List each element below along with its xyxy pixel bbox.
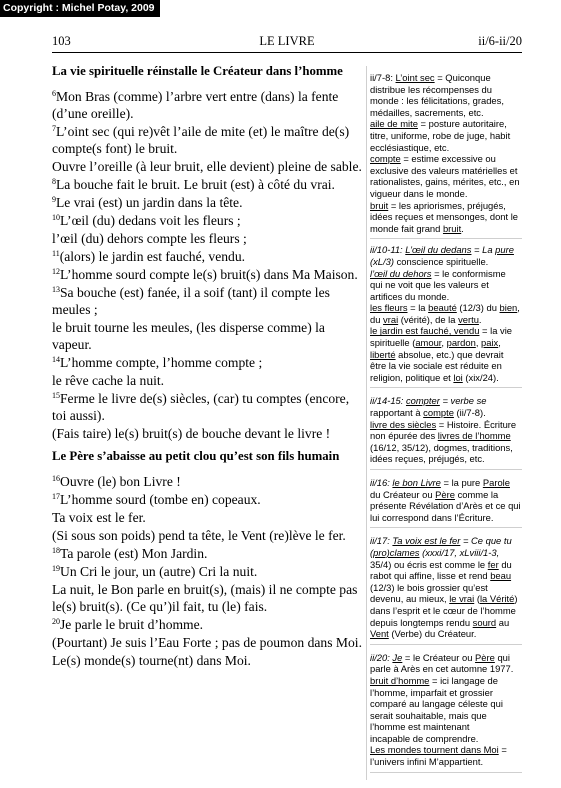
note-text: = Quiconque bbox=[434, 72, 491, 83]
note-text: lui correspond dans l’Écriture. bbox=[370, 511, 494, 523]
note-term: aile de mite bbox=[370, 118, 418, 130]
note-term: le bon Livre bbox=[392, 477, 441, 488]
note-text: ii/7-8: bbox=[370, 72, 396, 83]
note-term: la Vérité bbox=[479, 593, 515, 605]
section-heading-2: Le Père s’abaisse au petit clou qu’est son fils humain bbox=[52, 449, 340, 463]
note-text: serait souhaitable, mais que bbox=[370, 709, 487, 721]
note-term: liberté bbox=[370, 348, 396, 360]
verse-number: 6 bbox=[52, 89, 56, 98]
note-term: Les mondes tournent dans Moi bbox=[370, 744, 499, 756]
verse-text: L’homme sourd compte le(s) bruit(s) dans Ma Maison. bbox=[60, 267, 358, 282]
note-text: l’univers infini M’appartient. bbox=[370, 756, 484, 768]
note-term: pardon bbox=[446, 337, 476, 349]
note-text: comparé au langage céleste qui bbox=[370, 698, 503, 710]
note-line bbox=[370, 118, 522, 130]
note-text: = Ce que tu bbox=[460, 535, 512, 547]
page-number: 103 bbox=[52, 34, 71, 48]
verse-paragraph bbox=[52, 563, 362, 580]
note-text: ii/17: bbox=[370, 535, 393, 547]
verse-number: 8 bbox=[52, 177, 56, 186]
note-text: monde fait grand bbox=[370, 222, 443, 234]
note-text: ecclésiastique, etc. bbox=[370, 141, 450, 153]
verse-number: 12 bbox=[52, 267, 60, 276]
note-text: , bbox=[441, 337, 447, 349]
note-line bbox=[370, 107, 522, 119]
verse-text: le rêve cache la nuit. bbox=[52, 373, 165, 388]
verse-text: Ouvre l’oreille (à leur bruit, elle devient) pleine de sable. bbox=[52, 159, 362, 174]
note-text: (vérité), de la bbox=[398, 313, 459, 325]
note-line bbox=[370, 176, 522, 188]
note-line bbox=[370, 142, 522, 154]
note-line bbox=[370, 244, 522, 256]
note-text: qui bbox=[494, 651, 510, 663]
note-line bbox=[370, 268, 522, 280]
note-line bbox=[370, 256, 522, 268]
note-line bbox=[370, 291, 522, 303]
note-text: spirituelle ( bbox=[370, 337, 416, 349]
note-text: vigueur dans le monde. bbox=[370, 187, 468, 199]
note-line bbox=[370, 500, 522, 512]
note-text: comme la bbox=[454, 488, 499, 500]
note-line bbox=[370, 756, 522, 768]
note-text: artifices du monde. bbox=[370, 290, 450, 302]
note-text: = posture autoritaire, bbox=[417, 118, 507, 130]
note-text: = ici langage de bbox=[429, 674, 498, 686]
verse-text: Ta voix est le fer. bbox=[52, 510, 146, 525]
verse-range-reference: ii/6-ii/20 bbox=[478, 34, 522, 48]
verse-paragraph bbox=[52, 319, 362, 353]
note-text: = verbe se bbox=[439, 395, 487, 407]
verse-paragraph bbox=[52, 527, 362, 544]
note-term: fer bbox=[487, 558, 499, 570]
note-term: (pro)clames bbox=[370, 546, 420, 558]
note-text: . bbox=[478, 313, 482, 325]
note-line bbox=[370, 512, 522, 524]
note-term: beauté bbox=[428, 302, 457, 314]
note-line bbox=[370, 547, 522, 559]
note-text: qui ne voit que les valeurs et bbox=[370, 279, 489, 291]
note-term: Ta voix est le fer bbox=[392, 535, 461, 547]
note-text: ii/14-15: bbox=[370, 395, 406, 407]
main-text-column bbox=[52, 63, 362, 670]
note-text: présente Révélation d’Arès et ce qui bbox=[370, 500, 521, 512]
note-line bbox=[370, 337, 522, 349]
note-text: du Créateur ou bbox=[370, 488, 436, 500]
verse-paragraph bbox=[52, 581, 362, 615]
note-line bbox=[370, 372, 522, 384]
note-term: L’oint sec bbox=[395, 72, 435, 83]
verse-text: (Pourtant) Je suis l’Eau Forte ; pas de poumon dans Moi. bbox=[52, 635, 362, 650]
note-text: , bbox=[475, 337, 482, 349]
note-term: Je bbox=[392, 651, 403, 663]
note-term: compte bbox=[370, 153, 401, 165]
verse-text: Je parle le bruit d’homme. bbox=[60, 617, 204, 632]
verse-paragraph bbox=[52, 473, 362, 490]
note-text: , bbox=[517, 302, 520, 314]
verse-paragraph bbox=[52, 634, 362, 651]
note-line bbox=[370, 605, 522, 617]
note-line bbox=[370, 430, 522, 442]
verse-text: Sa bouche (est) fanée, il a soif (tant) il compte les meules ; bbox=[52, 285, 330, 317]
note-text: parle à Arès en cet automne 1977. bbox=[370, 663, 514, 675]
note-text: depuis longtemps rendu bbox=[370, 616, 473, 628]
verse-paragraph bbox=[52, 176, 362, 193]
note-text: devenu, au mieux, bbox=[370, 593, 450, 605]
note-text: médailles, sacrements, etc. bbox=[370, 106, 484, 118]
verse-paragraph bbox=[52, 616, 362, 633]
note-text: non épurée des bbox=[370, 430, 438, 442]
commentary-note bbox=[370, 535, 522, 644]
note-line bbox=[370, 489, 522, 501]
note-term: beau bbox=[490, 570, 512, 582]
verse-number: 18 bbox=[52, 546, 60, 555]
verse-text: Ouvre (le) bon Livre ! bbox=[60, 474, 181, 489]
note-text: être la vie sociale est réduite en bbox=[370, 360, 502, 372]
note-text: = la vie bbox=[479, 325, 513, 337]
verse-paragraph bbox=[52, 194, 362, 211]
note-text: dans l’esprit et le cœur de l’homme bbox=[370, 604, 516, 616]
running-header bbox=[52, 34, 522, 50]
verse-number: 16 bbox=[52, 474, 60, 483]
verse-text: Le vrai (est) un jardin dans la tête. bbox=[56, 195, 243, 210]
note-text: rationalistes, gains, mérites, etc., en bbox=[370, 176, 520, 188]
note-line bbox=[370, 314, 522, 326]
verse-text: L’oint sec (qui re)vêt l’aile de mite (et) le maître de(s) compte(s font) le bruit. bbox=[52, 124, 350, 156]
commentary-note bbox=[370, 652, 522, 773]
verse-text: (Fais taire) le(s) bruit(s) de bouche devant le livre ! bbox=[52, 426, 331, 441]
note-text: (ii/7-8). bbox=[453, 407, 486, 419]
note-text: exclusive des valeurs matérielles et bbox=[370, 164, 518, 176]
note-text: incapable de comprendre. bbox=[370, 732, 479, 744]
note-text: = estime excessive ou bbox=[400, 153, 496, 165]
note-term: sourd bbox=[472, 616, 497, 628]
note-line bbox=[370, 559, 522, 571]
section-heading-1: La vie spirituelle réinstalle le Créateur dans l’homme bbox=[52, 64, 343, 78]
verse-text: La nuit, le Bon parle en bruit(s), (mais) il ne compte pas le(s) bruit(s). (Ce qu’)il fait, tu (le) fais. bbox=[52, 582, 358, 614]
note-term: loi bbox=[453, 371, 463, 383]
commentary-note bbox=[370, 477, 522, 528]
note-line bbox=[370, 130, 522, 142]
note-text: du bbox=[370, 313, 384, 325]
note-text: rabot qui affine, lisse et rend bbox=[370, 570, 491, 582]
note-text: absolue, etc.) que devrait bbox=[395, 348, 504, 360]
verse-number: 11 bbox=[52, 249, 60, 258]
note-term: livres de l’homme bbox=[437, 430, 511, 442]
note-line bbox=[370, 687, 522, 699]
note-term: le vrai bbox=[449, 593, 475, 605]
note-line bbox=[370, 617, 522, 629]
verse-number: 14 bbox=[52, 355, 60, 364]
note-text: , bbox=[498, 337, 501, 349]
verse-text: le bruit tourne les meules, (les disperse comme) la vapeur. bbox=[52, 320, 325, 352]
note-line bbox=[370, 593, 522, 605]
note-text: l’homme est maintenant bbox=[370, 721, 470, 733]
note-text: titre, uniforme, robe de juge, habit bbox=[370, 129, 511, 141]
verse-text: (Si sous son poids) pend ta tête, le Vent (re)lève le fer. bbox=[52, 528, 346, 543]
verse-text: L’homme sourd (tombe en) copeaux. bbox=[60, 492, 261, 507]
note-term: les fleurs bbox=[370, 302, 408, 314]
note-text: = le Créateur ou bbox=[402, 651, 476, 663]
note-term: L’œil du dedans bbox=[405, 244, 472, 256]
verse-paragraph bbox=[52, 266, 362, 283]
verse-paragraph bbox=[52, 509, 362, 526]
note-text: religion, politique et bbox=[370, 371, 454, 383]
verse-paragraph bbox=[52, 158, 362, 175]
commentary-note bbox=[370, 395, 522, 470]
verse-paragraph bbox=[52, 88, 362, 122]
note-term: Père bbox=[475, 651, 495, 663]
note-line bbox=[370, 360, 522, 372]
note-text: = les apriorismes, préjugés, bbox=[388, 199, 506, 211]
verse-number: 15 bbox=[52, 391, 60, 400]
note-line bbox=[370, 419, 522, 431]
verse-number: 20 bbox=[52, 617, 60, 626]
note-text: (xix/24). bbox=[462, 371, 499, 383]
note-text: (xxxi/17, xLviii/1-3, bbox=[419, 546, 500, 558]
notes-column bbox=[370, 72, 522, 773]
note-line bbox=[370, 302, 522, 314]
note-text: = La bbox=[471, 244, 496, 256]
note-term: bien bbox=[499, 302, 518, 314]
note-text: (12/3) le bois grossier qu’est bbox=[370, 581, 488, 593]
verse-text: l’œil (du) dehors compte les fleurs ; bbox=[52, 231, 247, 246]
note-line bbox=[370, 349, 522, 361]
note-line bbox=[370, 570, 522, 582]
note-text: = le conformisme bbox=[431, 267, 506, 279]
note-line bbox=[370, 710, 522, 722]
verse-paragraph bbox=[52, 230, 362, 247]
note-text: = la pure bbox=[440, 477, 483, 488]
note-term: amour bbox=[415, 337, 442, 349]
note-line bbox=[370, 200, 522, 212]
note-line bbox=[370, 652, 522, 664]
verse-paragraph bbox=[52, 545, 362, 562]
note-text: (16/12, 35/12), dogmes, traditions, bbox=[370, 441, 513, 453]
note-term: livre des siècles bbox=[370, 418, 437, 430]
verse-paragraph bbox=[52, 123, 362, 157]
note-line bbox=[370, 84, 522, 96]
commentary-note bbox=[370, 244, 522, 388]
note-text: du bbox=[498, 558, 512, 570]
note-line bbox=[370, 165, 522, 177]
verse-text: Un Cri le jour, un (autre) Cri la nuit. bbox=[60, 564, 258, 579]
verse-text: Le(s) monde(s) tourne(nt) dans Moi. bbox=[52, 653, 251, 668]
note-text: = la bbox=[407, 302, 429, 314]
verse-number: 13 bbox=[52, 285, 60, 294]
note-line bbox=[370, 442, 522, 454]
note-line bbox=[370, 582, 522, 594]
verse-paragraph bbox=[52, 372, 362, 389]
verse-number: 10 bbox=[52, 213, 60, 222]
note-line bbox=[370, 744, 522, 756]
notes-column-divider bbox=[366, 66, 367, 780]
note-text: idées reçues et mensonges, dont le bbox=[370, 211, 519, 223]
copyright-label: Copyright : Michel Potay, 2009 bbox=[0, 0, 160, 17]
note-term: paix bbox=[481, 337, 499, 349]
note-line bbox=[370, 95, 522, 107]
note-term: vertu bbox=[458, 313, 479, 325]
commentary-note bbox=[370, 72, 522, 239]
note-text: (Verbe) du Créateur. bbox=[388, 628, 477, 640]
verse-text: La bouche fait le bruit. Le bruit (est) à côté du vrai. bbox=[56, 177, 335, 192]
verse-paragraph bbox=[52, 354, 362, 371]
note-line bbox=[370, 453, 522, 465]
header-rule bbox=[52, 52, 522, 53]
note-term: vrai bbox=[383, 313, 399, 325]
note-line bbox=[370, 698, 522, 710]
note-term: l’œil du dehors bbox=[370, 267, 432, 279]
verse-text: (alors) le jardin est fauché, vendu. bbox=[59, 249, 246, 264]
note-line bbox=[370, 663, 522, 675]
note-text: 35/4) ou écris est comme le bbox=[370, 558, 488, 570]
note-line bbox=[370, 477, 522, 489]
note-term: Vent bbox=[370, 628, 389, 640]
note-line bbox=[370, 223, 522, 235]
note-text: (12/3) du bbox=[456, 302, 500, 314]
note-text: au bbox=[496, 616, 510, 628]
note-line bbox=[370, 733, 522, 745]
note-text: ) bbox=[514, 593, 518, 605]
verse-paragraph bbox=[52, 390, 362, 424]
note-line bbox=[370, 72, 522, 84]
note-line bbox=[370, 535, 522, 547]
verse-number: 19 bbox=[52, 564, 60, 573]
note-line bbox=[370, 153, 522, 165]
note-line bbox=[370, 211, 522, 223]
note-text: . bbox=[461, 222, 464, 234]
note-term: Père bbox=[435, 488, 455, 500]
note-line bbox=[370, 407, 522, 419]
note-text: ii/16: bbox=[370, 477, 393, 488]
note-line bbox=[370, 188, 522, 200]
note-term: compter bbox=[405, 395, 440, 407]
verse-number: 17 bbox=[52, 492, 60, 501]
note-text: conscience spirituelle. bbox=[393, 255, 489, 267]
verse-number: 7 bbox=[52, 124, 56, 133]
verse-list-1 bbox=[52, 88, 362, 442]
verse-paragraph bbox=[52, 491, 362, 508]
verse-paragraph bbox=[52, 284, 362, 318]
note-text: ( bbox=[474, 593, 480, 605]
verse-paragraph bbox=[52, 248, 362, 265]
note-line bbox=[370, 628, 522, 640]
book-title: LE LIVRE bbox=[259, 34, 315, 48]
note-text: rapportant à bbox=[370, 407, 424, 419]
verse-text: Ferme le livre de(s) siècles, (car) tu comptes (encore, toi aussi). bbox=[52, 391, 350, 423]
note-line bbox=[370, 721, 522, 733]
note-term: le jardin est fauché, vendu bbox=[370, 325, 480, 337]
note-term: bruit bbox=[370, 199, 389, 211]
note-line bbox=[370, 395, 522, 407]
verse-paragraph bbox=[52, 212, 362, 229]
verse-text: Mon Bras (comme) l’arbre vert entre (dans) la fente (d’une oreille). bbox=[52, 89, 339, 121]
verse-text: L’œil (du) dedans voit les fleurs ; bbox=[60, 213, 241, 228]
note-text: = bbox=[498, 744, 507, 756]
note-text: ii/20: bbox=[370, 651, 393, 663]
note-text: idées reçues, préjugés, etc. bbox=[370, 453, 485, 465]
note-text: = Histoire. Écriture bbox=[436, 418, 517, 430]
verse-text: Ta parole (est) Mon Jardin. bbox=[60, 546, 208, 561]
verse-list-2 bbox=[52, 473, 362, 669]
note-text: l’homme, imparfait et grossier bbox=[370, 686, 493, 698]
note-text: ii/10-11: bbox=[370, 244, 406, 256]
note-term: pure bbox=[495, 244, 514, 256]
note-term: bruit d’homme bbox=[370, 674, 430, 686]
note-term: Parole bbox=[482, 477, 510, 488]
note-line bbox=[370, 325, 522, 337]
note-text: monde : les félicitations, grades, bbox=[370, 95, 504, 107]
note-term: bruit bbox=[442, 222, 462, 234]
note-text: (xL/3) bbox=[370, 255, 394, 267]
note-line bbox=[370, 675, 522, 687]
verse-paragraph bbox=[52, 652, 362, 669]
note-text: distribue les récompenses du bbox=[370, 83, 492, 95]
verse-number: 9 bbox=[52, 195, 56, 204]
note-term: compte bbox=[423, 407, 454, 419]
verse-text: L’homme compte, l’homme compte ; bbox=[60, 355, 263, 370]
note-line bbox=[370, 279, 522, 291]
verse-paragraph bbox=[52, 425, 362, 442]
